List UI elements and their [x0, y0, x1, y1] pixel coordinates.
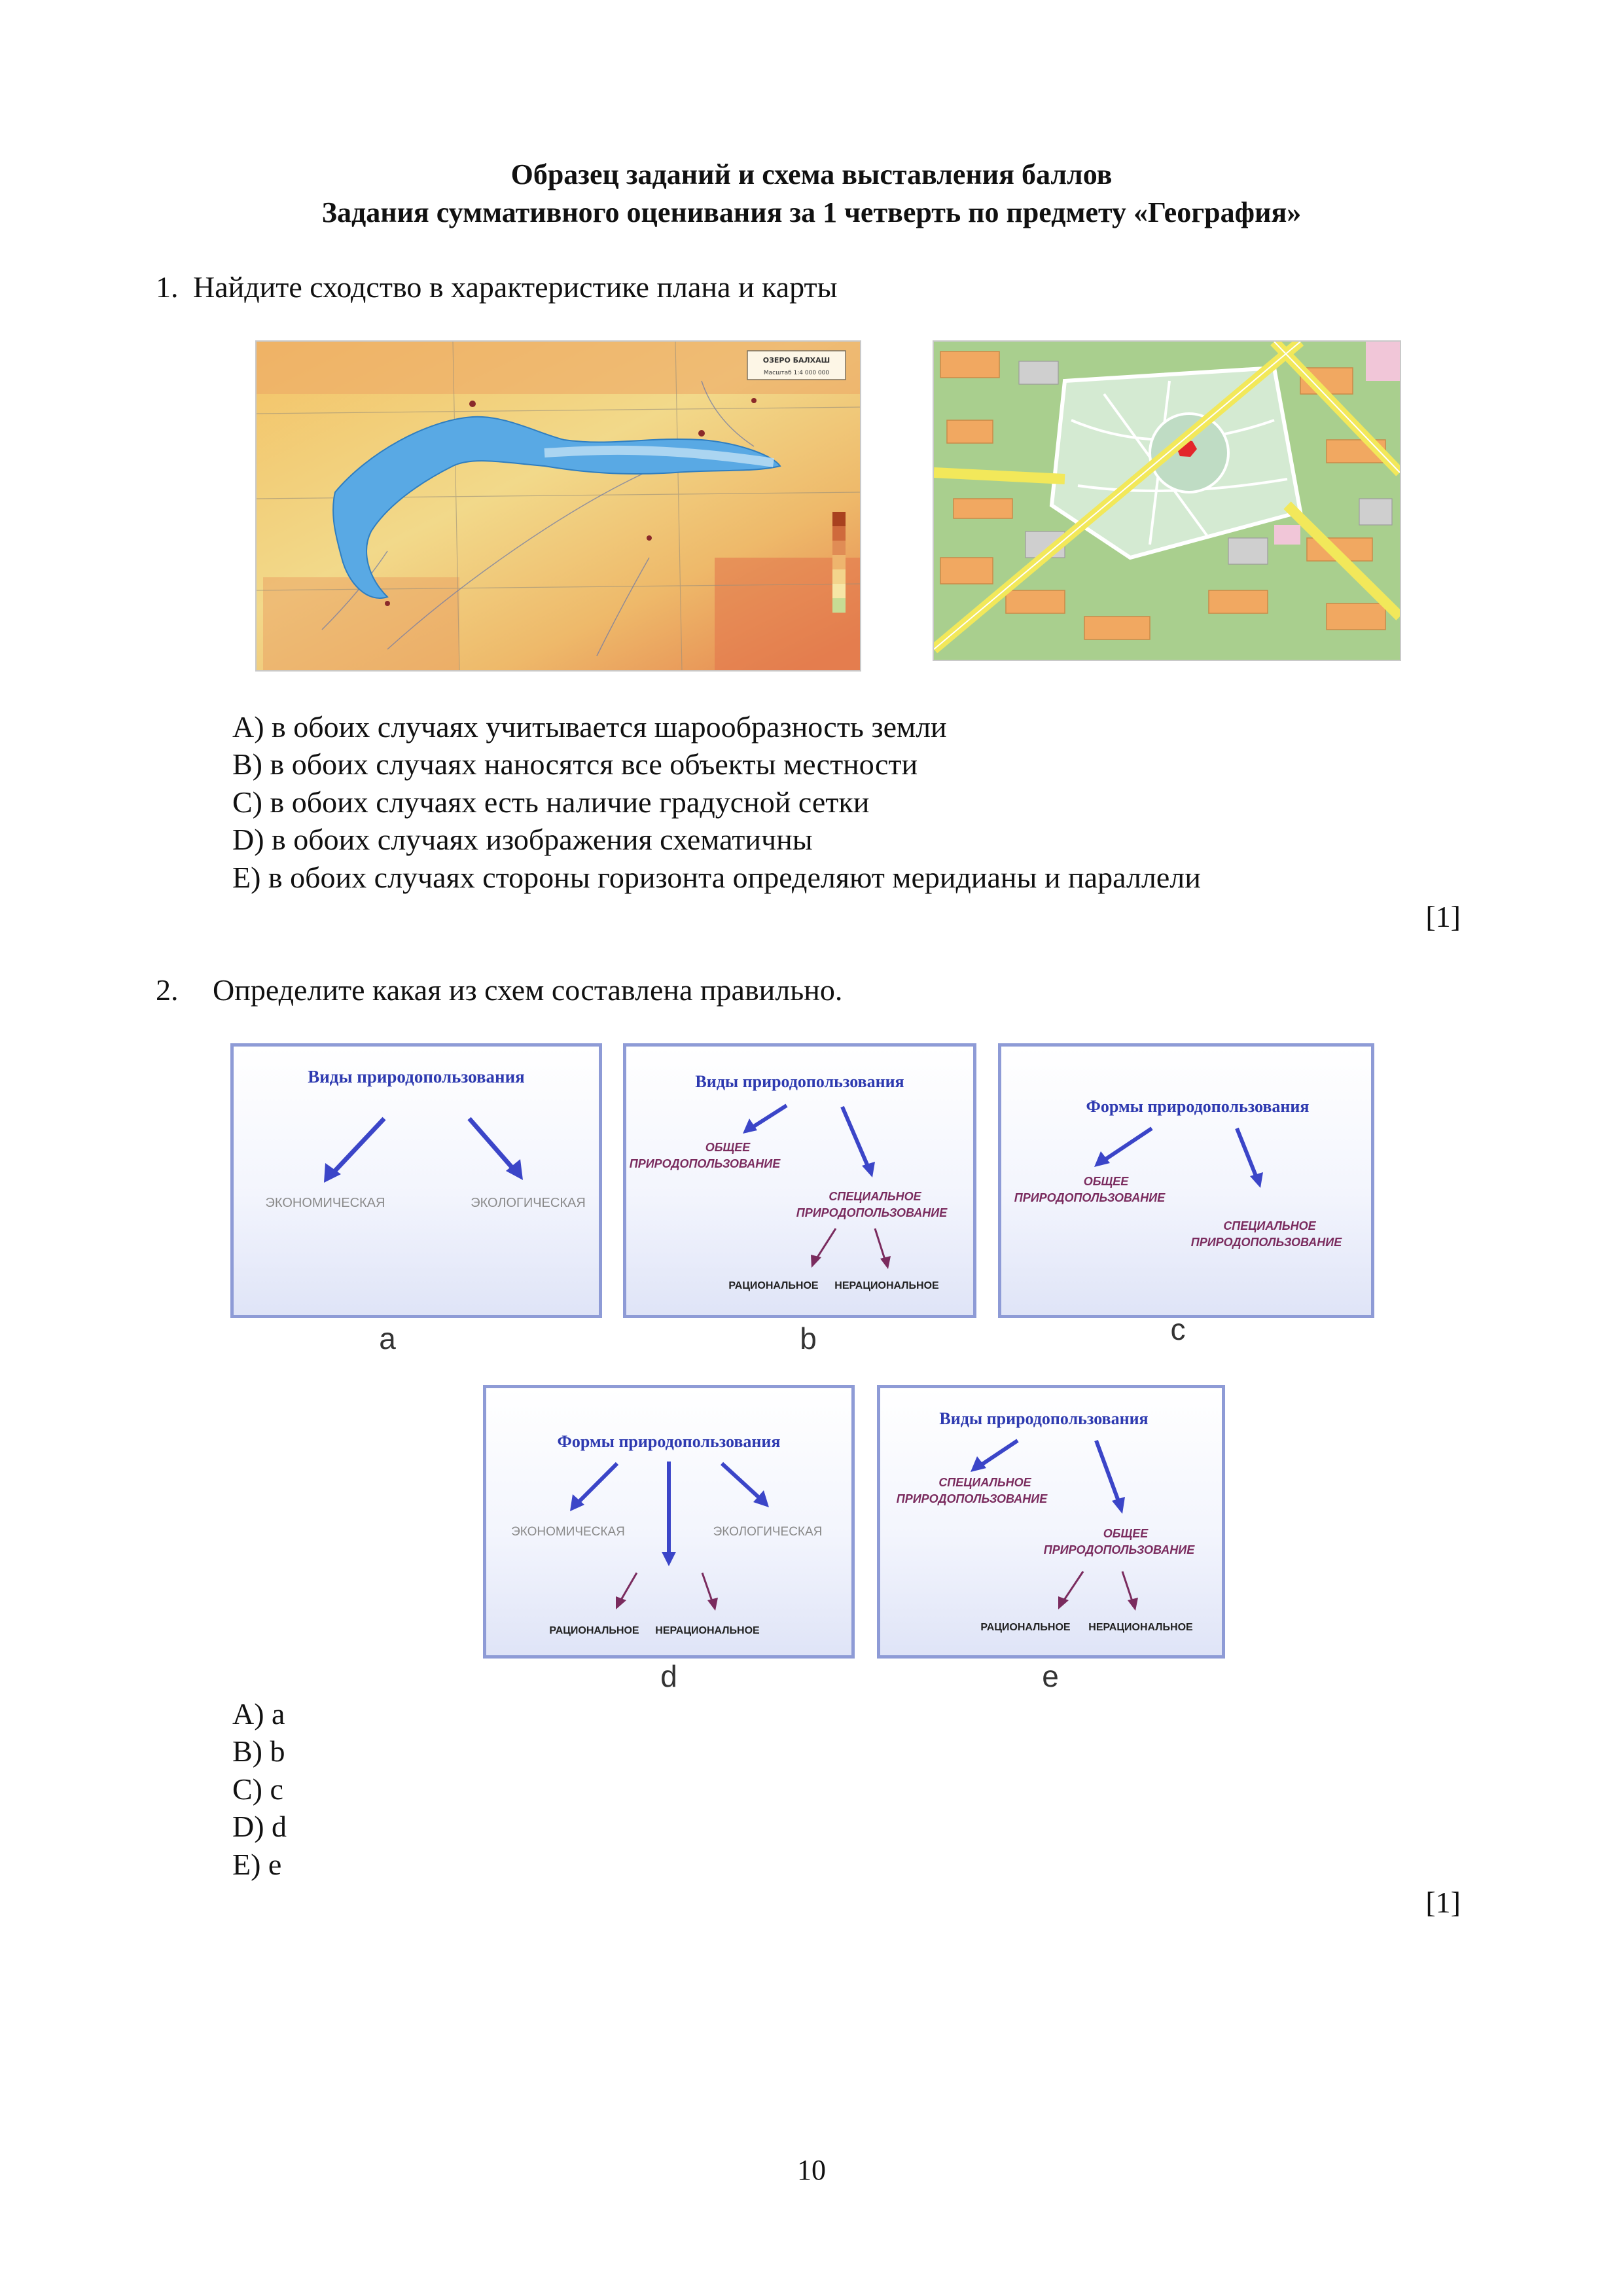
- city-plan-image: [933, 340, 1401, 661]
- diagram-b-node2-line2: ПРИРОДОПОЛЬЗОВАНИЕ: [796, 1206, 948, 1219]
- q2-option-e[interactable]: E) e: [232, 1848, 282, 1881]
- diagram-c-title: Формы природопользования: [1086, 1097, 1310, 1116]
- diagram-e-title: Виды природопользования: [939, 1409, 1149, 1428]
- diagram-d-sub1: РАЦИОНАЛЬНОЕ: [549, 1625, 639, 1636]
- q2-option-a[interactable]: A) a: [232, 1697, 285, 1731]
- diagram-d-left: ЭКОНОМИЧЕСКАЯ: [511, 1525, 625, 1539]
- diagram-c-label: c: [1170, 1312, 1186, 1346]
- diagram-d-label: d: [660, 1659, 677, 1693]
- diagram-b-node1-line2: ПРИРОДОПОЛЬЗОВАНИЕ: [629, 1157, 781, 1170]
- q2-option-b[interactable]: B) b: [232, 1734, 285, 1768]
- diagram-a-right: ЭКОЛОГИЧЕСКАЯ: [471, 1196, 586, 1210]
- diagram-d: [483, 1385, 855, 1659]
- diagram-b-sub1: РАЦИОНАЛЬНОЕ: [728, 1280, 819, 1291]
- q2-score: [1]: [1425, 1886, 1461, 1919]
- diagram-a-label: a: [379, 1321, 396, 1355]
- diagram-b-sub2: НЕРАЦИОНАЛЬНОЕ: [834, 1280, 939, 1291]
- diagram-b-title: Виды природопользования: [695, 1072, 904, 1091]
- doc-title: Образец заданий и схема выставления баллов: [510, 158, 1113, 190]
- q1-number: 1.: [156, 270, 179, 304]
- diagram-b-node2-line1: СПЕЦИАЛЬНОЕ: [829, 1190, 921, 1203]
- q2-option-c[interactable]: C) c: [232, 1772, 283, 1806]
- doc-subtitle: Задания суммативного оценивания за 1 четверть по предмету «География»: [321, 196, 1302, 228]
- q2-option-d[interactable]: D) d: [232, 1810, 287, 1843]
- diagram-e-node1-line1: СПЕЦИАЛЬНОЕ: [938, 1476, 1031, 1489]
- balkhash-map-image: [255, 340, 861, 672]
- q1-option-a[interactable]: A) в обоих случаях учитывается шарообразность земли: [232, 710, 947, 744]
- diagram-a-title: Виды природопользования: [308, 1067, 525, 1086]
- diagram-e: [877, 1385, 1225, 1659]
- diagram-c: [998, 1043, 1374, 1318]
- diagram-b: [623, 1043, 976, 1318]
- map-legend-scale: Масштаб 1:4 000 000: [763, 370, 830, 376]
- diagram-c-node1-line2: ПРИРОДОПОЛЬЗОВАНИЕ: [1014, 1191, 1166, 1204]
- q2-text: Определите какая из схем составлена правильно.: [213, 973, 843, 1007]
- diagram-e-label: e: [1042, 1659, 1059, 1693]
- diagram-e-node1-line2: ПРИРОДОПОЛЬЗОВАНИЕ: [896, 1492, 1048, 1505]
- q1-text: Найдите сходство в характеристике плана и карты: [193, 270, 838, 304]
- diagram-b-label: b: [800, 1321, 817, 1355]
- page-number: 10: [797, 2154, 826, 2186]
- q1-option-b[interactable]: B) в обоих случаях наносятся все объекты местности: [232, 747, 918, 781]
- diagram-c-node2-line2: ПРИРОДОПОЛЬЗОВАНИЕ: [1190, 1236, 1342, 1249]
- diagram-e-sub1: РАЦИОНАЛЬНОЕ: [980, 1622, 1071, 1633]
- map-legend-title: ОЗЕРО БАЛХАШ: [762, 356, 830, 365]
- diagram-e-node2-line1: ОБЩЕЕ: [1103, 1527, 1149, 1540]
- diagram-e-node2-line2: ПРИРОДОПОЛЬЗОВАНИЕ: [1043, 1543, 1195, 1556]
- q1-option-d[interactable]: D) в обоих случаях изображения схематичны: [232, 823, 813, 856]
- q1-option-e[interactable]: E) в обоих случаях стороны горизонта определяют меридианы и параллели: [232, 861, 1201, 894]
- diagram-d-title: Формы природопользования: [557, 1432, 781, 1451]
- diagram-a-left: ЭКОНОМИЧЕСКАЯ: [265, 1196, 385, 1210]
- q2-number: 2.: [156, 973, 179, 1007]
- diagram-c-node1-line1: ОБЩЕЕ: [1083, 1175, 1129, 1188]
- diagram-a: [230, 1043, 602, 1318]
- diagram-c-node2-line1: СПЕЦИАЛЬНОЕ: [1223, 1219, 1316, 1232]
- diagram-d-sub2: НЕРАЦИОНАЛЬНОЕ: [655, 1625, 760, 1636]
- diagram-d-right: ЭКОЛОГИЧЕСКАЯ: [713, 1525, 823, 1539]
- q1-score: [1]: [1425, 900, 1461, 933]
- q1-option-c[interactable]: C) в обоих случаях есть наличие градусной сетки: [232, 785, 870, 819]
- diagram-b-node1-line1: ОБЩЕЕ: [705, 1141, 751, 1154]
- diagram-e-sub2: НЕРАЦИОНАЛЬНОЕ: [1088, 1622, 1193, 1633]
